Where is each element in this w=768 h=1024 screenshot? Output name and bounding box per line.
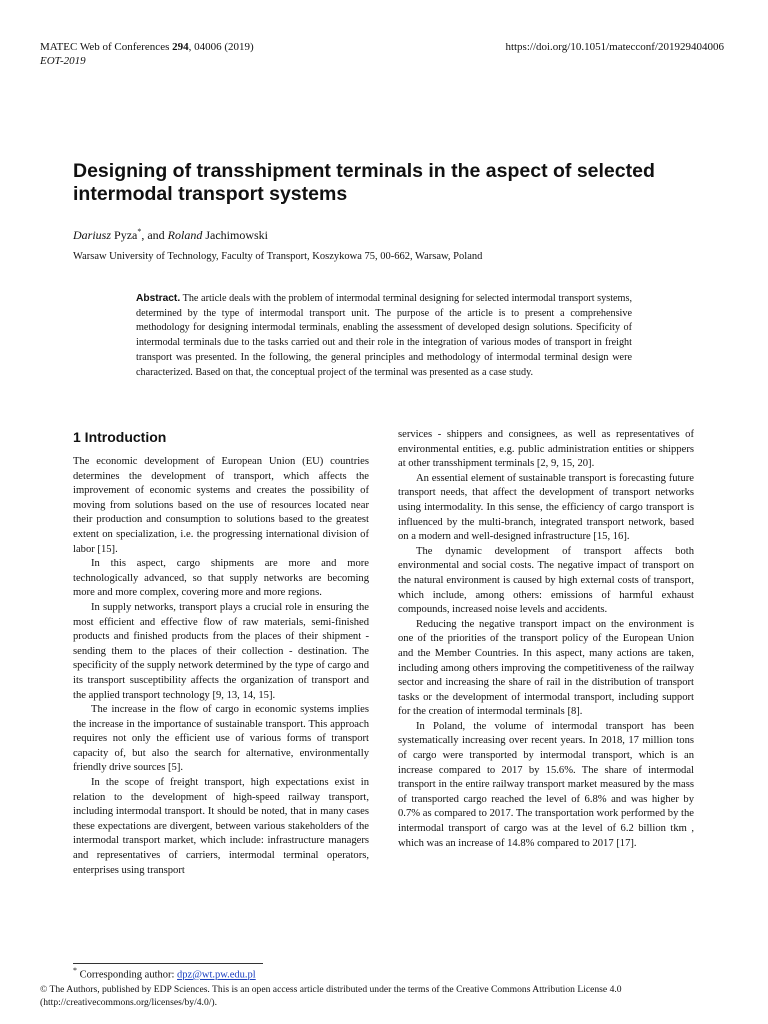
journal-issue-year: , 04006 (2019) bbox=[188, 41, 254, 53]
author-separator: , and bbox=[141, 228, 168, 242]
author1-last-name: Pyza bbox=[111, 228, 138, 242]
footnote-divider bbox=[73, 963, 263, 964]
paragraph: In the scope of freight transport, high expectations exist in relation to the development of high-speed railway transport, including intermodal transport. It should be noted, that in many cases these expectations are divergent, between various stakeholders of the intermodal transport market, which include: infrastructure managers and representatives of carriers, intermodal terminal operators, enterprises using transport bbox=[73, 777, 369, 876]
paragraph: Reducing the negative transport impact on the environment is one of the priorities of the transport policy of the European Union and the Member Countries. In this aspect, many actions are taken, including among others improving the competitiveness of the railway sector and increasing the share of rail in the distribution of transport tasks or the development of intermodal transport, including support for the creation of intermodal terminals [8]. bbox=[398, 618, 694, 718]
paragraph: In supply networks, transport plays a crucial role in ensuring the most efficient and effective flow of raw materials, semi-finished products and finished products from the places of their shipment - sending them to the places of their collection - destination. The specificity of the supply network determined by the type of cargo and its transport susceptibility affects the organization of transport and the applied transport technology [9, 13, 14, 15]. bbox=[73, 601, 369, 701]
paragraph: In this aspect, cargo shipments are more and more technologically advanced, so that supply networks are becoming more and more complex, covering more and more regions. bbox=[73, 558, 369, 599]
doi-link[interactable]: https://doi.org/10.1051/matecconf/201929404006 bbox=[505, 41, 724, 53]
author1-footnote-mark: * bbox=[137, 227, 142, 236]
footnote-mark: * bbox=[73, 966, 77, 975]
journal-citation bbox=[40, 40, 254, 54]
paper-title: Designing of transshipment terminals in the aspect of selected intermodal transport systems bbox=[73, 160, 655, 205]
license-text: © The Authors, published by EDP Sciences. This is an open access article distributed under the terms of the Creative Commons Attribution License 4.0 bbox=[40, 984, 622, 995]
author2-last-name: Jachimowski bbox=[202, 228, 269, 242]
affiliation: Warsaw University of Technology, Faculty of Transport, Koszykowa 75, 00-662, Warsaw, Poland bbox=[73, 251, 483, 262]
abstract-label: Abstract. bbox=[136, 293, 181, 304]
conference-name: EOT-2019 bbox=[40, 55, 86, 67]
running-header-left bbox=[40, 40, 254, 68]
footnote bbox=[73, 966, 256, 981]
license-url[interactable]: (http://creativecommons.org/licenses/by/4.0/). bbox=[40, 997, 218, 1008]
author-email-link[interactable]: dpz@wt.pw.edu.pl bbox=[177, 969, 256, 981]
section-heading: 1 Introduction bbox=[73, 429, 167, 445]
paragraph: An essential element of sustainable transport is forecasting future transport needs, that affect the development of transport networks using intermodality. In this sense, the efficiency of cargo transport is influenced by the multi-branch, integrated transport network, based on a modern and well-designed infrastructure [15, 16]. bbox=[398, 472, 694, 543]
body-column-right bbox=[398, 428, 694, 851]
abstract-text: The article deals with the problem of intermodal terminal designing for selected intermodal transport systems, determined by the type of intermodal transport unit. The purpose of the article is to present a comprehensive methodology for designing intermodal terminals, enabling the assessment of developed design solutions. Specificity of intermodal terminals due to the tasks carried out and their role in the integration of various modes of transport in freight transport was presented. In the following, the general principles and methodology of intermodal terminal design were characterized. Based on that, the conceptual project of the terminal was presented as a case study. bbox=[136, 293, 632, 378]
paragraph: services - shippers and consignees, as well as representatives of environmental entities, e.g. public administration entities or shippers at other transshipment terminals [2, 9, 15, 20]. bbox=[398, 429, 694, 470]
author-list bbox=[73, 227, 268, 243]
license-notice bbox=[40, 983, 730, 1009]
footnote-label: Corresponding author: bbox=[77, 969, 178, 981]
paragraph: The economic development of European Union (EU) countries determines the development of transport, which affects the improvement of economic systems and creates the possibility of moving from solutions based on the use of resources located near their production and consumption to solutions based to the greatest extent on specialization, i.e. the progressing international division of labor [15]. bbox=[73, 456, 369, 555]
abstract bbox=[136, 292, 632, 380]
author2-first-name: Roland bbox=[167, 228, 203, 242]
body-column-left bbox=[73, 428, 369, 878]
journal-name: MATEC Web of Conferences bbox=[40, 41, 173, 53]
paragraph: In Poland, the volume of intermodal transport has been systematically increasing over recent years. In 2018, 17 million tons of cargo were transported by intermodal transport, which is an increase compared to 2017 by 15.6%. The share of intermodal transport in the entire railway transport market measured by the mass of transported cargo reached the level of 6.8% and was higher by 0.7% as compared to 2017. The transportation work performed by the intermodal transport of cargo was at the level of 6.2 billion tkm , which was an increase of 14.8% compared to 2017 [17]. bbox=[398, 720, 694, 849]
author1-first-name: Dariusz bbox=[73, 228, 112, 242]
paragraph: The increase in the flow of cargo in economic systems implies the increase in the importance of sustainable transport. This approach requires not only the efficient use of various forms of transport capacity of, but also the search for alternative, environmentally friendly drive sources [5]. bbox=[73, 704, 369, 774]
journal-volume: 294 bbox=[172, 41, 189, 53]
paragraph: The dynamic development of transport affects both environmental and social costs. The negative impact of transport on the natural environment is caused by high external costs of transport, which include, among others: emissions of harmful exhaust compounds, increased noise levels and accidents. bbox=[398, 545, 694, 616]
